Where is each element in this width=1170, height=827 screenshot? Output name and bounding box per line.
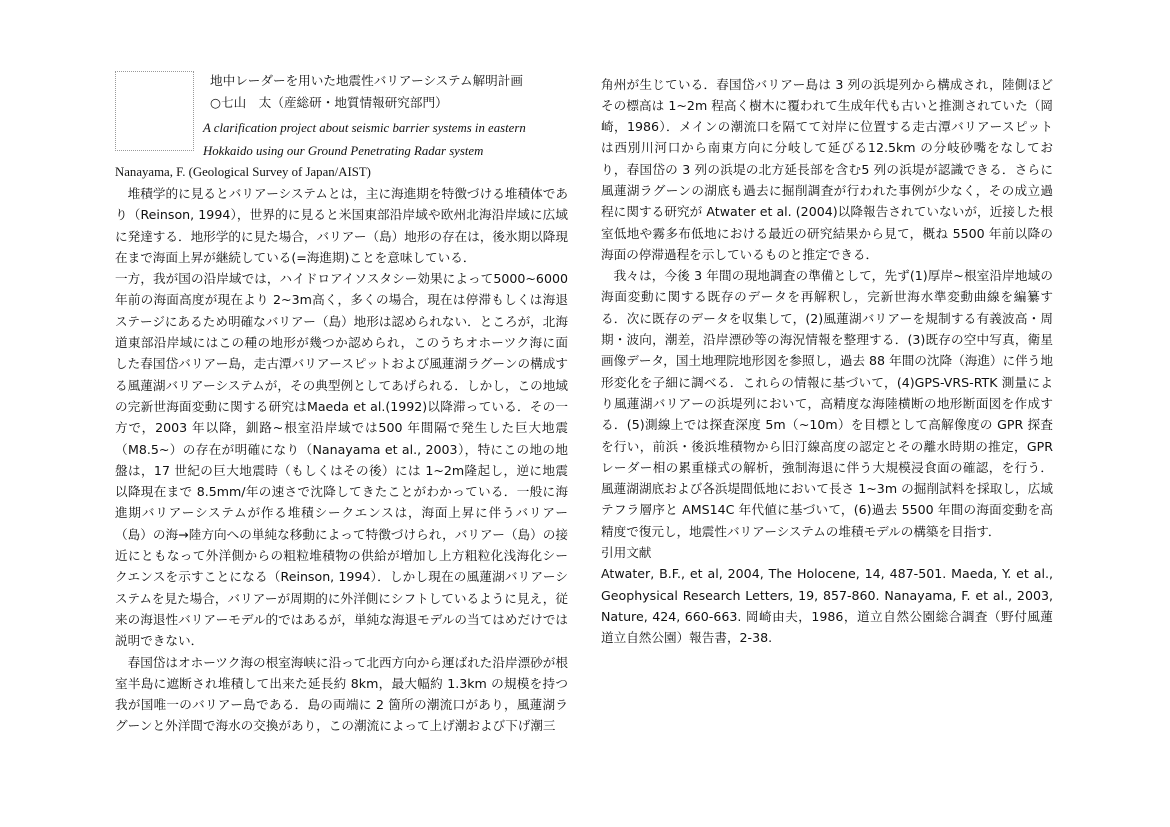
references-list: Atwater, B.F., et al, 2004, The Holocene, 14, 487-501. Maeda, Y. et al., Geophysical Research Letters, 19, 857-860. Nanayama, F. et al., 2003, Nature, 424, 660-663. 岡崎由夫，1986，道立自然公園総合調査（野付風蓮道立自然公園）報告書，2-38.	[601, 566, 1053, 646]
body-paragraph-1: 堆積学的に見るとバリアーシステムとは，主に海進期を特徴づける堆積体であり（Reinson, 1994），世界的に見ると米国東部沿岸域や欧州北海沿岸域に広域に発達する．地形学的に見た場合，バリアー（島）地形の存在は，後氷期以降現在まで海面上昇が継続している(=海進期)ことを意味している．	[115, 186, 568, 265]
paper-header	[115, 70, 568, 183]
right-column	[601, 74, 1053, 649]
body-paragraph-2: 一方，我が国の沿岸域では，ハイドロアイソスタシー効果によって5000~6000 年前の海面高度が現在より 2~3m高く，多くの場合，現在は停滞もしくは海退ステージにあるため明確なバリアー（島）地形は認められない．ところが，北海道東部沿岸域にはこの種の地形が幾つか認められ，このうちオホーツク海に面した春国岱バリアー島，走古潭バリアースピットおよび風蓮湖ラグーンの構成する風蓮湖バリアーシステムが，その典型例としてあげられる．しかし，この地域の完新世海面変動に関する研究はMaeda et al.(1992)以降滞っている．その一方で，2003 年以降，釧路~根室沿岸域では500 年間隔で発生した巨大地震（M8.5~）の存在が明確になり（Nanayama et al., 2003），特にこの地の地盤は，17 世紀の巨大地震時（もしくはその後）には 1~2m隆起し，逆に地震以降現在まで 8.5mm/年の速さで沈降してきたことがわかっている．一般に海進期バリアーシステムが作る堆積シークエンスは，海面上昇に伴うバリアー（島）の海→陸方向への単純な移動によって特徴づけられ，バリアー（島）の接近にともなって外洋側からの粗粒堆積物の供給が増加し上方粗粒化浅海化シークエンスを示すことになる（Reinson, 1994）．しかし現在の風蓮湖バリアーシステムを見た場合，バリアーが周期的に外洋側にシフトしているように見え，従来の海退性バリアーモデル的ではあるが，単純な海退モデルの当てはめだけでは説明できない．	[115, 271, 568, 649]
references-heading: 引用文献	[601, 545, 652, 561]
english-title: A clarification project about seismic barrier systems in eastern Hokkaido using our Ground Penetrating Radar system	[203, 121, 526, 158]
body-paragraph-4: 我々は，今後 3 年間の現地調査の準備として，先ず(1)厚岸~根室沿岸地域の海面変動に関する既存のデータを再解釈し，完新世海水準変動曲線を編纂する．次に既存のデータを収集して，(2)風蓮湖バリアーを規制する有義波高・周期・波向，潮差，沿岸漂砂等の海況情報を整理する．(3)既存の空中写真，衛星画像データ，国土地理院地形図を参照し，過去 88 年間の沈降（海進）に伴う地形変化を子細に調べる．これらの情報に基づいて，(4)GPS-VRS-RTK 測量により風蓮湖バリアーの浜堤列において，高精度な海陸横断の地形断面図を作成する．(5)測線上では探査深度 5m（~10m）を目標として高解像度の GPR 探査を行い，前浜・後浜堆積物から旧汀線高度の認定とその離水時期の推定，GPR レーダー相の累重様式の解析，強制海退に伴う大規模浸食面の確認，を行う．風蓮湖湖底および各浜堤間低地において長さ 1~3m の掘削試料を採取し，広域テフラ層序と AMS14C 年代値に基づいて，(6)過去 5500 年間の海面変動を高精度で復元し，地震性バリアーシステムの堆積モデルの構築を目指す．	[601, 268, 1053, 539]
left-column	[115, 70, 568, 737]
body-paragraph-3: 春国岱はオホーツク海の根室海峡に沿って北西方向から運ばれた沿岸漂砂が根室半島に遮断され堆積して出来た延長約 8km，最大幅約 1.3km の規模を持つ我が国唯一のバリアー島である．島の両端に 2 箇所の潮流口があり，風蓮湖ラグーンと外洋間で海水の交換があり，この潮流によって上げ潮および下げ潮三	[115, 654, 568, 734]
body-paragraph-3-continued: 角州が生じている．春国岱バリアー島は 3 列の浜堤列から構成され，陸側ほどその標高は 1~2m 程高く樹木に覆われて生成年代も古いと推測されていた（岡崎，1986）．メインの潮流口を隔てて対岸に位置する走古潭バリアースピットは西別川河口から南東方向に分岐して延びる12.5km の分岐砂嘴をなしており，春国岱の 3 列の浜堤の北方延長部を含む5 列の浜堤が認識できる．さらに風蓮湖ラグーンの湖底も過去に掘削調査が行われた事例が少なく，その成立過程に関する研究が Atwater et al. (2004)以降報告されていないが，近接した根室低地や霧多布低地における最近の研究結果から見て，概ね 5500 年前以降の海面の停滞過程を示しているものと推定できる．	[601, 76, 1053, 262]
paper-title: 地中レーダーを用いた地震性バリアーシステム解明計画	[210, 73, 523, 88]
english-author: Nanayama, F. (Geological Survey of Japan/AIST)	[115, 165, 371, 179]
paper-author: ○七山 太（産総研・地質情報研究部門）	[210, 95, 448, 110]
author-photo-placeholder	[115, 71, 194, 151]
